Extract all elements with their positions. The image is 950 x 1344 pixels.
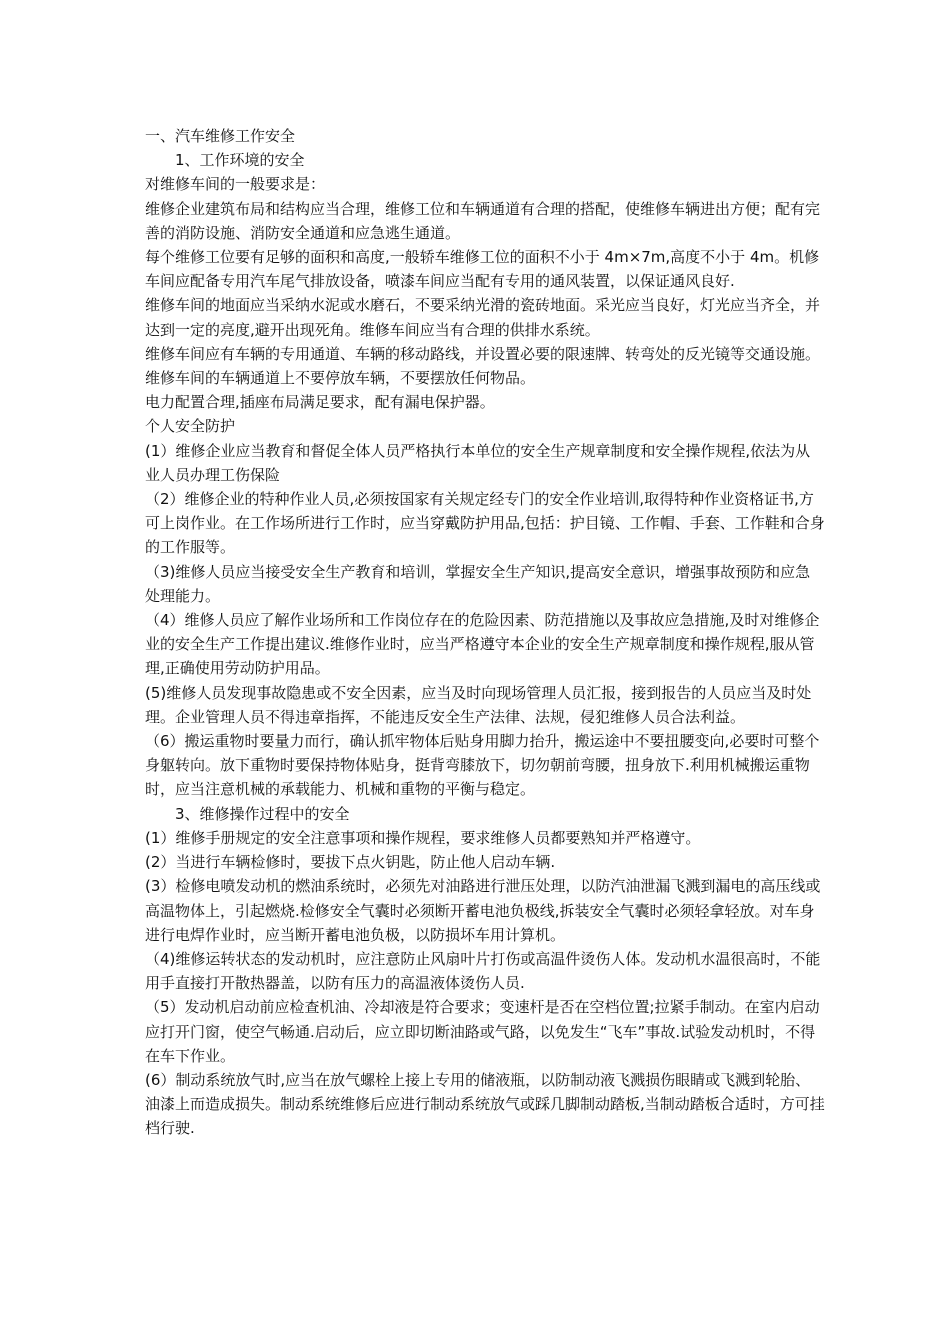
paragraph: 每个维修工位要有足够的面积和高度,一般轿车维修工位的面积不小于 4m×7m,高度不小于 4m。机修车间应配备专用汽车尾气排放设备，喷漆车间应当配有专用的通风装置，以保证通风良好. <box>145 248 820 291</box>
subsection-heading: 个人安全防护 <box>145 417 236 436</box>
paragraph: 电力配置合理,插座布局满足要求，配有漏电保护器。 <box>145 393 495 412</box>
list-item: (1）维修手册规定的安全注意事项和操作规程，要求维修人员都要熟知并严格遵守。 <box>145 828 701 847</box>
list-item: (6）制动系统放气时,应当在放气螺栓上接上专用的储液瓶，以防制动液飞溅损伤眼睛或飞溅到轮胎、油漆上而造成损失。制动系统维修后应进行制动系统放气或踩几脚制动踏板,当制动踏板合适时，方可挂档行驶. <box>145 1070 825 1138</box>
list-item: (3）检修电喷发动机的燃油系统时，必须先对油路进行泄压处理，以防汽油泄漏飞溅到漏电的高压线或高温物体上，引起燃烧.检修安全气囊时必须断开蓄电池负极线,拆装安全气囊时必须轻拿轻放。对车身进行电焊作业时，应当断开蓄电池负极，以防损坏车用计算机。 <box>145 877 821 944</box>
paragraph: 维修车间的地面应当采纳水泥或水磨石，不要采纳光滑的瓷砖地面。采光应当良好，灯光应当齐全，并达到一定的亮度,避开出现死角。维修车间应当有合理的供排水系统。 <box>145 296 821 339</box>
list-item: （3)维修人员应当接受安全生产教育和培训，掌握安全生产知识,提高安全意识，增强事故预防和应急处理能力。 <box>145 562 811 605</box>
list-item: （4）维修人员应了解作业场所和工作岗位存在的危险因素、防范措施以及事故应急措施,及时对维修企业的安全生产工作提出建议.维修作业时，应当严格遵守本企业的安全生产规章制度和操作规程,服从管理,正确使用劳动防护用品。 <box>145 611 820 678</box>
list-item: （2）维修企业的特种作业人员,必须按国家有关规定经专门的安全作业培训,取得特种作业资格证书,方可上岗作业。在工作场所进行工作时，应当穿戴防护用品,包括：护目镜、工作帽、手套、工作鞋和合身的工作服等。 <box>145 490 825 557</box>
paragraph: 维修企业建筑布局和结构应当合理，维修工位和车辆通道有合理的搭配，使维修车辆进出方便；配有完善的消防设施、消防安全通道和应急逃生通道。 <box>145 199 821 242</box>
paragraph: 对维修车间的一般要求是： <box>145 175 326 194</box>
list-item: (1）维修企业应当教育和督促全体人员严格执行本单位的安全生产规章制度和安全操作规程,依法为从业人员办理工伤保险 <box>145 441 811 484</box>
list-item: (5)维修人员发现事故隐患或不安全因素，应当及时向现场管理人员汇报，接到报告的人员应当及时处理。企业管理人员不得违章指挥，不能违反安全生产法律、法规，侵犯维修人员合法利益。 <box>145 683 812 726</box>
list-item: (2）当进行车辆检修时，要拔下点火钥匙，防止他人启动车辆. <box>145 853 556 872</box>
document-page <box>145 124 825 1141</box>
subsection-heading: 1、工作环境的安全 <box>175 151 305 170</box>
section-heading: 一、汽车维修工作安全 <box>145 127 296 145</box>
list-item: （4)维修运转状态的发动机时，应注意防止风扇叶片打伤或高温件烫伤人体。发动机水温很高时，不能用手直接打开散热器盖，以防有压力的高温液体烫伤人员. <box>145 949 821 993</box>
paragraph: 维修车间应有车辆的专用通道、车辆的移动路线，并设置必要的限速牌、转弯处的反光镜等交通设施。维修车间的车辆通道上不要停放车辆，不要摆放任何物品。 <box>145 344 821 388</box>
list-item: （6）搬运重物时要量力而行，确认抓牢物体后贴身用脚力抬升，搬运途中不要扭腰变向,必要时可整个身躯转向。放下重物时要保持物体贴身，挺背弯膝放下，切勿朝前弯腰，扭身放下.利用机械搬运重物时，应当注意机械的承载能力、机械和重物的平衡与稳定。 <box>145 732 820 799</box>
subsection-heading: 3、维修操作过程中的安全 <box>175 804 350 823</box>
list-item: （5）发动机启动前应检查机油、冷却液是符合要求；变速杆是否在空档位置;拉紧手制动。在室内启动应打开门窗，使空气畅通.启动后，应立即切断油路或气路，以免发生“飞车”事故.试验发动机时，不得在车下作业。 <box>145 998 820 1065</box>
